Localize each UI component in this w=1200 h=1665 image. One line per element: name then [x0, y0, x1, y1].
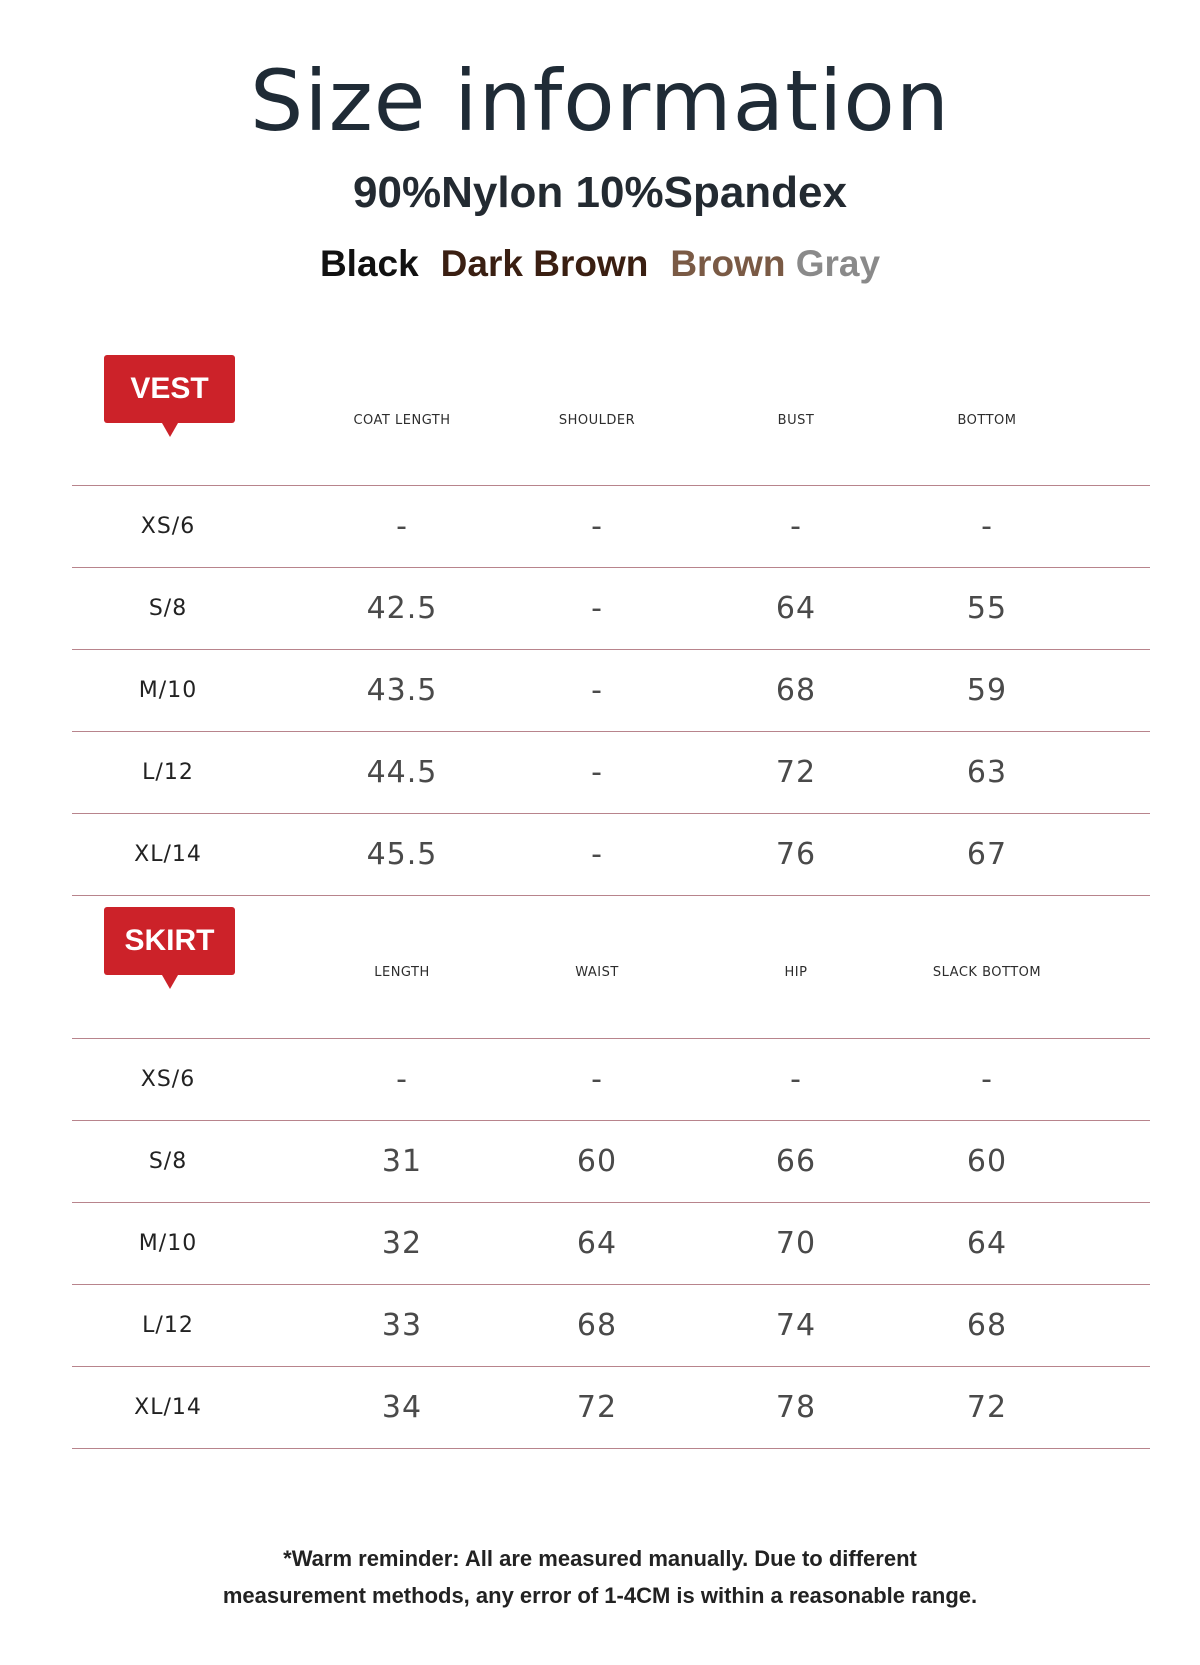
size-label: S/8 — [148, 1149, 188, 1174]
skirt-col-header: LENGTH — [374, 965, 430, 980]
measurement-cell: 60 — [576, 1144, 618, 1179]
measurement-cell: 68 — [966, 1308, 1008, 1343]
skirt-col-header: WAIST — [575, 965, 619, 980]
measurement-cell: - — [591, 673, 603, 708]
material-composition: 90%Nylon 10%Spandex — [353, 168, 847, 217]
measurement-cell: 76 — [775, 837, 817, 872]
table-row — [72, 1285, 1150, 1367]
measurement-cell: 68 — [775, 673, 817, 708]
color-option-brown: Brown — [670, 243, 786, 284]
measurement-cell: 74 — [775, 1308, 817, 1343]
measurement-cell: - — [396, 1062, 408, 1097]
measurement-cell: 45.5 — [366, 837, 438, 872]
measurement-cell: - — [591, 509, 603, 544]
measurement-cell: 43.5 — [366, 673, 438, 708]
vest-col-header: BUST — [777, 413, 815, 428]
measurement-cell: - — [790, 509, 802, 544]
table-row — [72, 650, 1150, 732]
measurement-cell: 33 — [381, 1308, 423, 1343]
measurement-cell: 78 — [775, 1390, 817, 1425]
color-options — [0, 243, 1200, 285]
table-row — [72, 732, 1150, 814]
measurement-cell: 63 — [966, 755, 1008, 790]
page-title: Size information — [250, 52, 950, 150]
measurement-cell: 42.5 — [366, 591, 438, 626]
vest-col-header: SHOULDER — [558, 413, 636, 428]
table-row — [72, 814, 1150, 896]
measurement-cell: - — [981, 509, 993, 544]
warm-reminder-note — [0, 1540, 1200, 1614]
vest-tag-label: VEST — [130, 372, 209, 405]
color-option-black: Black — [319, 243, 419, 284]
measurement-cell: 32 — [381, 1226, 423, 1261]
table-row — [72, 1039, 1150, 1121]
measurement-cell: 64 — [576, 1226, 618, 1261]
measurement-cell: 67 — [966, 837, 1008, 872]
skirt-col-header: HIP — [784, 965, 808, 980]
skirt-col-header: SLACK BOTTOM — [932, 965, 1042, 980]
measurement-cell: 34 — [381, 1390, 423, 1425]
tag-pointer-icon — [162, 423, 178, 437]
measurement-cell: 68 — [576, 1308, 618, 1343]
measurement-cell: - — [591, 837, 603, 872]
measurement-cell: - — [591, 1062, 603, 1097]
size-label: XL/14 — [134, 842, 202, 867]
measurement-cell: 66 — [775, 1144, 817, 1179]
measurement-cell: - — [790, 1062, 802, 1097]
table-row — [72, 1121, 1150, 1203]
measurement-cell: 64 — [775, 591, 817, 626]
tag-pointer-icon — [162, 975, 178, 989]
reminder-line-2: measurement methods, any error of 1-4CM is within a reasonable range. — [222, 1583, 978, 1608]
measurement-cell: 60 — [966, 1144, 1008, 1179]
measurement-cell: 72 — [966, 1390, 1008, 1425]
measurement-cell: 59 — [966, 673, 1008, 708]
color-option-dark-brown: Dark Brown — [440, 243, 649, 284]
size-label: XS/6 — [140, 1067, 196, 1092]
size-label: L/12 — [142, 760, 194, 785]
vest-tag — [104, 355, 235, 423]
measurement-cell: 55 — [966, 591, 1008, 626]
measurement-cell: 64 — [966, 1226, 1008, 1261]
measurement-cell: - — [981, 1062, 993, 1097]
size-label: S/8 — [148, 596, 188, 621]
color-option-brown-gray — [670, 243, 880, 284]
size-label: XL/14 — [134, 1395, 202, 1420]
measurement-cell: 72 — [775, 755, 817, 790]
measurement-cell: 31 — [381, 1144, 423, 1179]
vest-col-header: COAT LENGTH — [353, 413, 451, 428]
measurement-cell: - — [591, 755, 603, 790]
skirt-tag-label: SKIRT — [124, 924, 215, 957]
reminder-line-1: *Warm reminder: All are measured manually. Due to different — [283, 1546, 917, 1571]
measurement-cell: 70 — [775, 1226, 817, 1261]
color-option-gray: Gray — [795, 243, 881, 284]
table-row — [72, 568, 1150, 650]
measurement-cell: 44.5 — [366, 755, 438, 790]
size-label: L/12 — [142, 1313, 194, 1338]
size-label: M/10 — [138, 678, 198, 703]
table-row — [72, 1203, 1150, 1285]
skirt-tag — [104, 907, 235, 975]
measurement-cell: 72 — [576, 1390, 618, 1425]
table-row — [72, 486, 1150, 568]
size-label: M/10 — [138, 1231, 198, 1256]
measurement-cell: - — [396, 509, 408, 544]
measurement-cell: - — [591, 591, 603, 626]
table-row — [72, 1367, 1150, 1449]
size-label: XS/6 — [140, 514, 196, 539]
vest-col-header: BOTTOM — [957, 413, 1017, 428]
